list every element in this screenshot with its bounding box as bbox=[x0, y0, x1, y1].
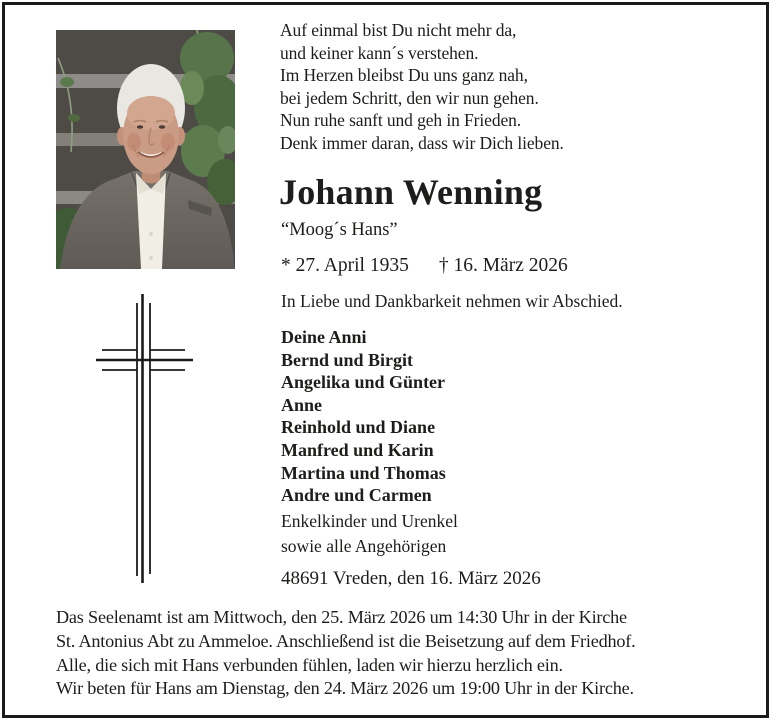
service-line: Wir beten für Hans am Dienstag, den 24. März 2026 um 19:00 Uhr in der Kirche. bbox=[56, 678, 634, 699]
relatives-note bbox=[281, 509, 458, 558]
deceased-nickname: “Moog´s Hans” bbox=[281, 220, 398, 240]
portrait-photo bbox=[56, 30, 235, 269]
poem-line: Denk immer daran, dass wir Dich lieben. bbox=[280, 132, 564, 153]
service-line: St. Antonius Abt zu Ammeloe. Anschließend ist die Beisetzung auf dem Friedhof. bbox=[56, 630, 636, 651]
farewell-line: In Liebe und Dankbarkeit nehmen wir Abschied. bbox=[281, 291, 623, 311]
poem-line: Auf einmal bist Du nicht mehr da, bbox=[280, 20, 517, 40]
poem-line: bei jedem Schritt, den wir nun gehen. bbox=[280, 87, 539, 108]
mourner-name: Martina und Thomas bbox=[281, 462, 446, 483]
relatives-line: Enkelkinder und Urenkel bbox=[281, 511, 458, 531]
memorial-poem bbox=[280, 19, 564, 155]
deceased-name: Johann Wenning bbox=[279, 172, 543, 212]
birth-date: * 27. April 1935 bbox=[281, 255, 409, 276]
cross-icon bbox=[94, 292, 196, 586]
mourner-name: Angelika und Günter bbox=[281, 372, 446, 393]
poem-line: Im Herzen bleibst Du uns ganz nah, bbox=[280, 65, 528, 86]
mourners-list bbox=[281, 326, 446, 507]
mourner-name: Andre und Carmen bbox=[281, 485, 432, 506]
mourner-name: Deine Anni bbox=[281, 327, 367, 347]
mourner-name: Manfred und Karin bbox=[281, 439, 434, 460]
service-info bbox=[56, 606, 635, 701]
service-line: Das Seelenamt ist am Mittwoch, den 25. März 2026 um 14:30 Uhr in der Kirche bbox=[56, 607, 627, 627]
service-line: Alle, die sich mit Hans verbunden fühlen, laden wir hierzu herzlich ein. bbox=[56, 654, 563, 675]
mourner-name: Anne bbox=[281, 394, 323, 415]
place-date-line: 48691 Vreden, den 16. März 2026 bbox=[281, 568, 541, 589]
mourner-name: Bernd und Birgit bbox=[281, 349, 414, 370]
poem-line: Nun ruhe sanft und geh in Frieden. bbox=[280, 110, 522, 131]
relatives-line: sowie alle Angehörigen bbox=[281, 535, 447, 556]
life-dates bbox=[281, 255, 568, 277]
mourner-name: Reinhold und Diane bbox=[281, 417, 436, 438]
poem-line: und keiner kann´s verstehen. bbox=[280, 42, 479, 63]
death-date: † 16. März 2026 bbox=[438, 255, 568, 276]
